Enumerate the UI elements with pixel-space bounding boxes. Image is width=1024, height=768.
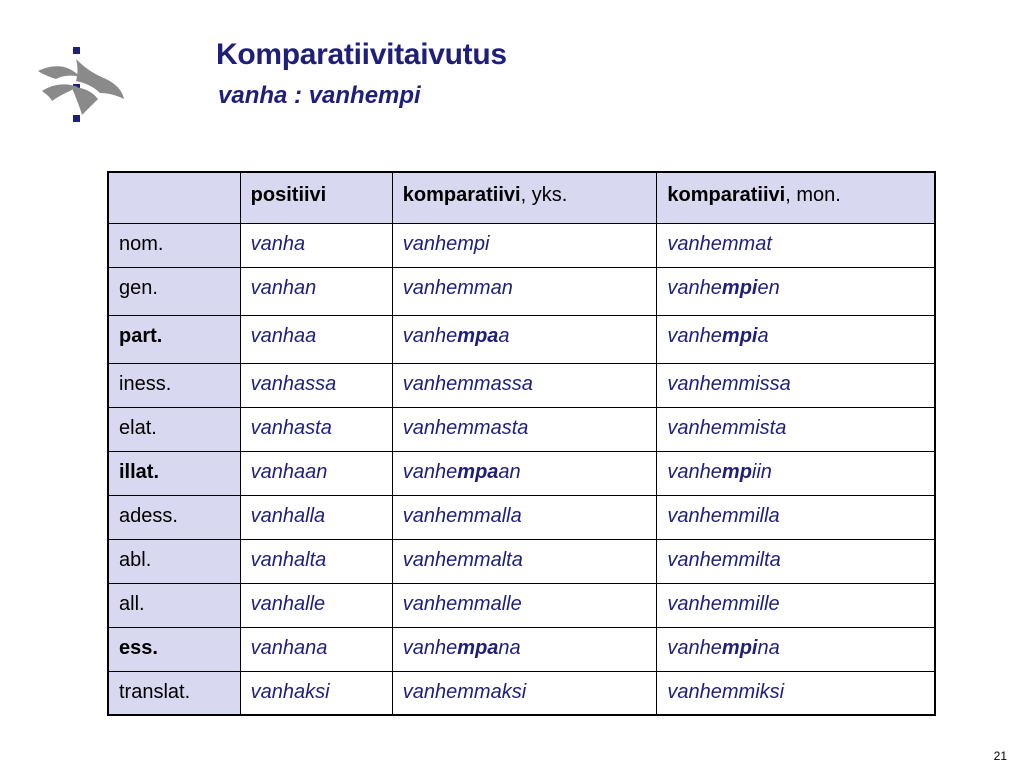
form-cell xyxy=(240,671,392,715)
form-stem: vanhalta xyxy=(250,548,327,571)
form-ending-bold: mp xyxy=(721,460,752,483)
form-cell xyxy=(392,627,657,671)
form-stem: vanhe xyxy=(667,276,722,299)
form-stem: vanhemmilta xyxy=(667,548,781,571)
table-row xyxy=(108,495,935,539)
table-header-row xyxy=(108,172,935,223)
form-cell xyxy=(392,451,657,495)
form-cell xyxy=(240,583,392,627)
case-label: elat. xyxy=(108,407,240,451)
form-cell xyxy=(392,583,657,627)
form-cell xyxy=(240,451,392,495)
header-label: positiivi xyxy=(250,184,327,206)
form-stem: vanhempi xyxy=(402,232,490,255)
form-ending-bold: mpa xyxy=(457,324,499,347)
form-stem: vanhemmissa xyxy=(667,372,791,395)
table-row xyxy=(108,223,935,267)
table-row xyxy=(108,407,935,451)
form-cell xyxy=(657,267,935,315)
form-stem: vanhe xyxy=(667,636,722,659)
form-stem: vanhe xyxy=(667,324,722,347)
form-cell xyxy=(657,671,935,715)
table-row xyxy=(108,583,935,627)
form-cell xyxy=(240,627,392,671)
form-ending-bold: mpa xyxy=(457,460,499,483)
form-cell xyxy=(657,627,935,671)
case-label: gen. xyxy=(108,267,240,315)
table-row xyxy=(108,267,935,315)
form-stem: vanha xyxy=(250,232,306,255)
form-stem: vanhe xyxy=(402,636,458,659)
table-row xyxy=(108,539,935,583)
form-cell xyxy=(392,223,657,267)
form-stem: vanhaksi xyxy=(250,680,330,703)
slide-title: Komparatiivitaivutus xyxy=(216,38,507,71)
header-cell-positive xyxy=(240,172,392,223)
table-row xyxy=(108,627,935,671)
form-stem: vanhana xyxy=(250,636,328,659)
form-stem: vanhemmista xyxy=(667,416,787,439)
form-stem: vanhe xyxy=(667,460,722,483)
form-stem: vanhe xyxy=(402,324,458,347)
form-suffix: en xyxy=(757,276,780,299)
form-suffix: a xyxy=(757,324,769,347)
form-ending-bold: mpi xyxy=(721,276,758,299)
table-row xyxy=(108,315,935,363)
header-cell-comparative-plural xyxy=(657,172,935,223)
form-ending-bold: mpa xyxy=(457,636,499,659)
form-stem: vanhemmassa xyxy=(402,372,533,395)
case-label: abl. xyxy=(108,539,240,583)
form-cell xyxy=(392,539,657,583)
form-cell xyxy=(240,315,392,363)
form-cell xyxy=(657,539,935,583)
university-flame-logo-icon xyxy=(36,57,126,117)
form-stem: vanhemman xyxy=(402,276,513,299)
header-cell-empty xyxy=(108,172,240,223)
case-label: nom. xyxy=(108,223,240,267)
case-label: translat. xyxy=(108,671,240,715)
page-number: 21 xyxy=(993,749,1007,763)
table-row xyxy=(108,363,935,407)
form-cell xyxy=(392,671,657,715)
table-body xyxy=(108,223,935,715)
form-stem: vanhalle xyxy=(250,592,326,615)
form-stem: vanhemmaksi xyxy=(402,680,527,703)
form-stem: vanhaa xyxy=(250,324,317,347)
form-stem: vanhemmilla xyxy=(667,504,780,527)
case-label: iness. xyxy=(108,363,240,407)
form-stem: vanhemmiksi xyxy=(667,680,785,703)
case-label: adess. xyxy=(108,495,240,539)
form-stem: vanhemmalta xyxy=(402,548,523,571)
form-ending-bold: mpi xyxy=(721,636,758,659)
slide-subtitle: vanha : vanhempi xyxy=(218,82,421,109)
form-cell xyxy=(657,223,935,267)
form-stem: vanhaan xyxy=(250,460,328,483)
form-cell xyxy=(392,315,657,363)
form-suffix: na xyxy=(498,636,521,659)
case-label: all. xyxy=(108,583,240,627)
form-suffix: an xyxy=(498,460,521,483)
form-cell xyxy=(657,495,935,539)
form-cell xyxy=(657,407,935,451)
case-label: illat. xyxy=(108,451,240,495)
form-cell xyxy=(392,363,657,407)
logo-dot xyxy=(73,47,80,54)
form-stem: vanhemmalla xyxy=(402,504,522,527)
declension-table xyxy=(107,171,936,716)
header-label: komparatiivi xyxy=(402,184,521,206)
form-stem: vanhemmalle xyxy=(402,592,522,615)
form-stem: vanhe xyxy=(402,460,458,483)
form-stem: vanhasta xyxy=(250,416,332,439)
form-cell xyxy=(657,583,935,627)
form-cell xyxy=(240,407,392,451)
form-cell xyxy=(240,363,392,407)
form-cell xyxy=(240,539,392,583)
form-cell xyxy=(657,451,935,495)
case-label: part. xyxy=(108,315,240,363)
form-cell xyxy=(657,315,935,363)
form-cell xyxy=(240,267,392,315)
form-ending-bold: mpi xyxy=(721,324,758,347)
header-label: komparatiivi xyxy=(667,184,786,206)
form-cell xyxy=(392,407,657,451)
header-suffix: , mon. xyxy=(785,184,841,206)
form-suffix: iin xyxy=(751,460,772,483)
form-stem: vanhassa xyxy=(250,372,337,395)
form-suffix: na xyxy=(757,636,780,659)
form-stem: vanhalla xyxy=(250,504,326,527)
case-label: ess. xyxy=(108,627,240,671)
form-cell xyxy=(240,223,392,267)
form-cell xyxy=(392,267,657,315)
table-row xyxy=(108,671,935,715)
header-cell-comparative-singular xyxy=(392,172,657,223)
form-stem: vanhemmasta xyxy=(402,416,529,439)
form-cell xyxy=(657,363,935,407)
table-row xyxy=(108,451,935,495)
form-suffix: a xyxy=(498,324,510,347)
form-stem: vanhan xyxy=(250,276,317,299)
form-stem: vanhemmille xyxy=(667,592,780,615)
form-cell xyxy=(392,495,657,539)
form-stem: vanhemmat xyxy=(667,232,772,255)
header-suffix: , yks. xyxy=(520,184,568,206)
form-cell xyxy=(240,495,392,539)
